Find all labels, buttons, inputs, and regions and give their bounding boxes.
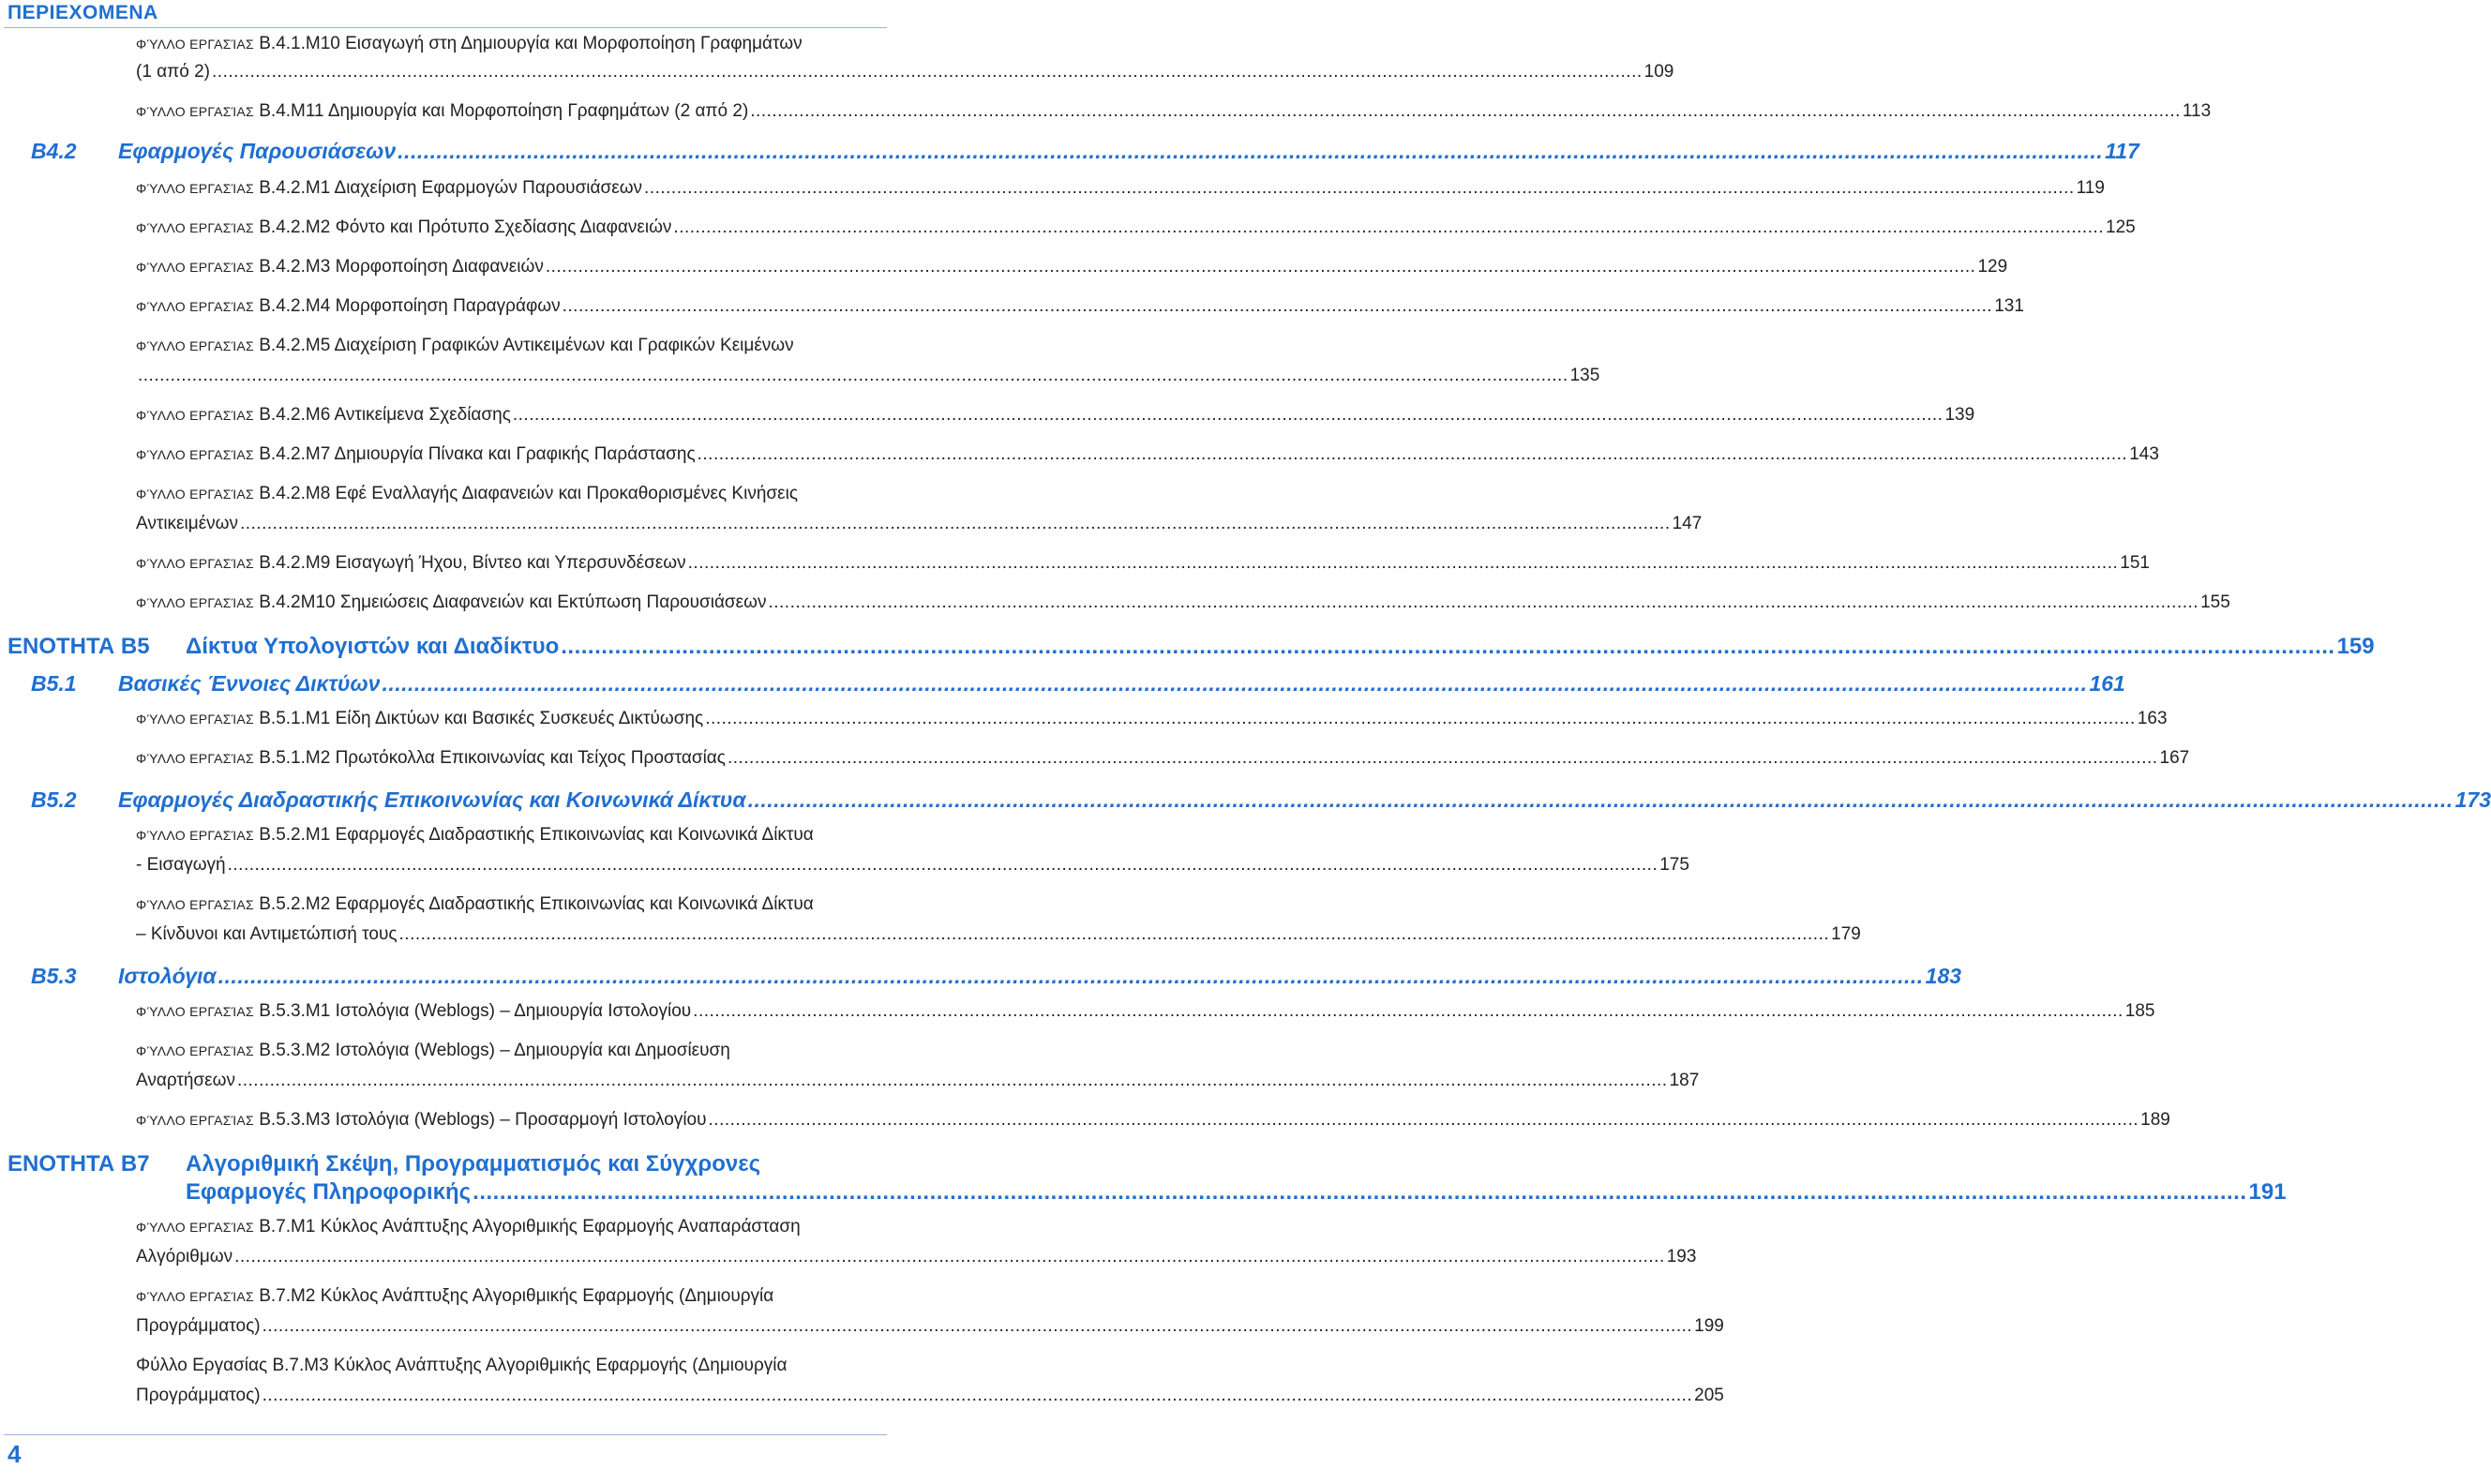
page-ref: 139 — [1944, 405, 1975, 425]
entry-text: Β.5.3.Μ1 Ιστολόγια (Weblogs) – Δημιουργία Ιστολογίου — [259, 1001, 692, 1021]
toc-entry[interactable] — [136, 178, 2105, 199]
entry-text: Β.4.2.Μ1 Διαχείριση Εφαρμογών Παρουσιάσεων — [259, 178, 643, 198]
subsection-title: Εφαρμογές Διαδραστικής Επικοινωνίας και Κοινωνικά Δίκτυα — [118, 787, 746, 812]
subsection-title: Ιστολόγια — [118, 964, 217, 988]
footer-rule — [4, 1434, 887, 1435]
entry-text: Β.5.3.Μ3 Ιστολόγια (Weblogs) – Προσαρμογή Ιστολογίου — [259, 1110, 707, 1130]
entry-text: Β.4.2.Μ7 Δημιουργία Πίνακα και Γραφικής Παράστασης — [259, 444, 696, 464]
sheet-prefix: ΦΎΛΛΟ ΕΡΓΑΣΊΑΣ — [136, 897, 254, 912]
dot-leader — [728, 748, 2158, 769]
dot-leader — [263, 1316, 1693, 1337]
entry-text-cont: (1 από 2) — [136, 62, 211, 82]
unit-code: ΕΝΟΤΗΤΑ Β7 — [8, 1151, 150, 1177]
toc-subsection[interactable] — [31, 964, 1962, 992]
sheet-prefix: ΦΎΛΛΟ ΕΡΓΑΣΊΑΣ — [136, 338, 254, 353]
unit-title: Δίκτυα Υπολογιστών και Διαδίκτυο — [186, 634, 560, 659]
toc-entry[interactable] — [136, 101, 2212, 122]
entry-text: Β.4.2.Μ2 Φόντο και Πρότυπο Σχεδίασης Διαφανειών — [259, 217, 672, 237]
dot-leader — [240, 514, 1671, 534]
unit-title-line1 — [186, 1151, 884, 1177]
page-ref: 151 — [2120, 553, 2150, 573]
entry-text: Β.4.2.Μ4 Μορφοποίηση Παραγράφων — [259, 296, 561, 316]
page-ref: 147 — [1672, 514, 1703, 533]
dot-leader — [218, 964, 1924, 989]
toc-entry[interactable] — [136, 592, 2230, 613]
page-ref: 125 — [2106, 217, 2136, 237]
toc-entry[interactable] — [136, 217, 2136, 238]
sheet-prefix: ΦΎΛΛΟ ΕΡΓΑΣΊΑΣ — [136, 1043, 254, 1058]
dot-leader — [212, 62, 1643, 82]
toc-entry-line[interactable] — [136, 1356, 787, 1376]
toc-entry[interactable] — [136, 1316, 1724, 1337]
page-ref: 193 — [1666, 1247, 1697, 1267]
sheet-prefix: ΦΎΛΛΟ ΕΡΓΑΣΊΑΣ — [136, 220, 254, 235]
dot-leader — [382, 671, 2087, 697]
entry-text: Β.5.1.Μ1 Είδη Δικτύων και Βασικές Συσκευές Δικτύωσης — [259, 709, 704, 728]
entry-text-cont: Προγράμματος) — [136, 1316, 261, 1336]
dot-leader — [228, 855, 1658, 876]
toc-entry[interactable] — [136, 1110, 2170, 1131]
dot-leader — [688, 553, 2119, 574]
dot-leader — [138, 366, 1568, 386]
toc-entry[interactable] — [136, 62, 1674, 82]
entry-text: Β.7.Μ1 Κύκλος Ανάπτυξης Αλγοριθμικής Εφαρμογής Αναπαράσταση — [259, 1217, 801, 1237]
entry-text-cont: Προγράμματος) — [136, 1386, 261, 1405]
toc-entry[interactable] — [136, 1071, 1700, 1091]
toc-entry[interactable] — [136, 553, 2150, 574]
page-ref: 161 — [2089, 671, 2125, 696]
toc-entry[interactable] — [136, 405, 1975, 426]
page-ref: 159 — [2336, 634, 2375, 659]
entry-text: Β.5.3.Μ2 Ιστολόγια (Weblogs) – Δημιουργία και Δημοσίευση — [259, 1041, 730, 1060]
page-ref: 179 — [1831, 924, 1861, 944]
dot-leader — [237, 1071, 1668, 1091]
sheet-prefix: ΦΎΛΛΟ ΕΡΓΑΣΊΑΣ — [136, 487, 254, 502]
toc-entry-line[interactable] — [136, 825, 814, 846]
toc-entry[interactable] — [136, 296, 2024, 317]
dot-leader — [673, 217, 2104, 238]
page-ref: 135 — [1569, 366, 1600, 385]
subsection-title: Βασικές Έννοιες Δικτύων — [118, 671, 381, 696]
entry-text-cont: - Εισαγωγή — [136, 855, 226, 875]
sheet-prefix: ΦΎΛΛΟ ΕΡΓΑΣΊΑΣ — [136, 104, 254, 119]
subsection-code: Β4.2 — [31, 139, 77, 163]
page-ref: 189 — [2140, 1110, 2170, 1130]
page-ref: 183 — [1925, 964, 1962, 988]
dot-leader — [234, 1247, 1665, 1267]
toc-entry[interactable] — [136, 444, 2159, 465]
sheet-prefix: ΦΎΛΛΟ ΕΡΓΑΣΊΑΣ — [136, 1113, 254, 1128]
sheet-prefix: ΦΎΛΛΟ ΕΡΓΑΣΊΑΣ — [136, 595, 254, 610]
sheet-prefix: ΦΎΛΛΟ ΕΡΓΑΣΊΑΣ — [136, 37, 254, 52]
page-ref: 155 — [2200, 592, 2230, 612]
toc-entry[interactable] — [136, 514, 1703, 534]
toc-entry[interactable] — [136, 257, 2008, 277]
entry-text: Β.4.2Μ10 Σημειώσεις Διαφανειών και Εκτύπωση Παρουσιάσεων — [259, 592, 767, 612]
dot-leader — [768, 592, 2198, 613]
dot-leader — [563, 296, 1993, 317]
subsection-title: Εφαρμογές Παρουσιάσεων — [118, 139, 397, 163]
entry-text: Β.4.2.Μ9 Εισαγωγή Ήχου, Βίντεο και Υπερσυνδέσεων — [259, 553, 686, 573]
sheet-prefix: ΦΎΛΛΟ ΕΡΓΑΣΊΑΣ — [136, 1004, 254, 1019]
sheet-prefix: ΦΎΛΛΟ ΕΡΓΑΣΊΑΣ — [136, 299, 254, 314]
page-ref: 185 — [2124, 1001, 2155, 1021]
sheet-prefix: ΦΎΛΛΟ ΕΡΓΑΣΊΑΣ — [136, 260, 254, 275]
toc-entry[interactable] — [136, 855, 1689, 876]
toc-subsection[interactable] — [31, 139, 2139, 167]
page-ref: 205 — [1694, 1386, 1724, 1405]
sheet-prefix: ΦΎΛΛΟ ΕΡΓΑΣΊΑΣ — [136, 1289, 254, 1304]
entry-text: Β.5.2.Μ1 Εφαρμογές Διαδραστικής Επικοινωνίας και Κοινωνικά Δίκτυα — [259, 825, 814, 845]
subsection-code: Β5.2 — [31, 787, 77, 812]
toc-entry[interactable] — [136, 748, 2190, 769]
dot-leader — [748, 787, 2453, 813]
dot-leader — [709, 1110, 2139, 1131]
dot-leader — [398, 139, 2103, 164]
entry-text: Β.4.2.Μ6 Αντικείμενα Σχεδίασης — [259, 405, 511, 425]
header-rule — [4, 27, 887, 28]
toc-entry-line[interactable] — [136, 1286, 773, 1307]
toc-entry-line[interactable] — [136, 894, 814, 915]
subsection-code: Β5.3 — [31, 964, 77, 988]
entry-text: Β.4.2.Μ5 Διαχείριση Γραφικών Αντικειμένων και Γραφικών Κειμένων — [259, 336, 794, 355]
toc-entry-line[interactable] — [136, 336, 794, 356]
sheet-prefix: ΦΎΛΛΟ ΕΡΓΑΣΊΑΣ — [136, 751, 254, 766]
sheet-prefix: ΦΎΛΛΟ ΕΡΓΑΣΊΑΣ — [136, 447, 254, 462]
toc-unit[interactable] — [8, 634, 2375, 660]
toc-entry-line[interactable] — [136, 484, 798, 504]
entry-text-cont: – Κίνδυνοι και Αντιμετώπισή τους — [136, 924, 398, 944]
sheet-prefix: ΦΎΛΛΟ ΕΡΓΑΣΊΑΣ — [136, 556, 254, 571]
toc-entry[interactable] — [136, 1247, 1697, 1267]
entry-text: Β.5.1.Μ2 Πρωτόκολλα Επικοινωνίας και Τείχος Προστασίας — [259, 748, 726, 768]
sheet-prefix: ΦΎΛΛΟ ΕΡΓΑΣΊΑΣ — [136, 828, 254, 843]
page-ref: 117 — [2105, 139, 2139, 163]
entry-text-cont: Αντικειμένων — [136, 514, 238, 533]
sheet-prefix: ΦΎΛΛΟ ΕΡΓΑΣΊΑΣ — [136, 181, 254, 196]
page-ref: 109 — [1643, 62, 1674, 82]
entry-text-cont: Αναρτήσεων — [136, 1071, 235, 1090]
page-number: 4 — [8, 1440, 22, 1468]
entry-text: Β.4.2.Μ3 Μορφοποίηση Διαφανειών — [259, 257, 544, 277]
toc-entry[interactable] — [136, 1001, 2155, 1022]
entry-text: Β.4.2.Μ8 Εφέ Εναλλαγής Διαφανειών και Προκαθορισμένες Κινήσεις — [259, 484, 798, 503]
toc-entry-line[interactable] — [136, 34, 803, 54]
page-ref: 199 — [1694, 1316, 1724, 1336]
sheet-prefix: ΦΎΛΛΟ ΕΡΓΑΣΊΑΣ — [136, 408, 254, 423]
page-ref: 191 — [2248, 1179, 2287, 1205]
toc-entry-line[interactable] — [136, 1217, 801, 1237]
dot-leader — [705, 709, 2136, 729]
page-ref: 129 — [1977, 257, 2008, 277]
toc-entry[interactable] — [136, 924, 1861, 945]
entry-text: Β.4.1.Μ10 Εισαγωγή στη Δημιουργία και Μορφοποίηση Γραφημάτων — [259, 34, 803, 53]
dot-leader — [546, 257, 1976, 277]
page-ref: 187 — [1669, 1071, 1700, 1090]
page-ref: 175 — [1659, 855, 1689, 875]
dot-leader — [698, 444, 2128, 465]
toc-entry[interactable] — [136, 1386, 1724, 1406]
toc-unit-cont[interactable] — [186, 1179, 2287, 1206]
entry-text: Φύλλο Εργασίας Β.7.Μ3 Κύκλος Ανάπτυξης Αλγοριθμικής Εφαρμογής (Δημιουργία — [136, 1356, 788, 1375]
dot-leader — [513, 405, 1943, 426]
unit-title-cont: Εφαρμογές Πληροφορικής — [186, 1179, 472, 1205]
toc-subsection[interactable] — [31, 671, 2125, 699]
unit-code: ΕΝΟΤΗΤΑ Β5 — [8, 634, 150, 659]
page-ref: 113 — [2182, 101, 2212, 121]
page-ref: 163 — [2137, 709, 2168, 728]
sheet-prefix: ΦΎΛΛΟ ΕΡΓΑΣΊΑΣ — [136, 712, 254, 727]
unit-title: Αλγοριθμική Σκέψη, Προγραμματισμός και Σύγχρονες — [186, 1151, 761, 1177]
entry-text: Β.7.Μ2 Κύκλος Ανάπτυξης Αλγοριθμικής Εφαρμογής (Δημιουργία — [259, 1286, 774, 1306]
toc-entry[interactable] — [136, 366, 1600, 386]
dot-leader — [399, 924, 1830, 945]
dot-leader — [473, 1179, 2246, 1206]
dot-leader — [750, 101, 2181, 122]
page-ref: 167 — [2159, 748, 2190, 768]
page-ref: 131 — [1994, 296, 2024, 316]
toc-subsection[interactable] — [31, 787, 2491, 816]
page-ref: 173 — [2454, 787, 2491, 812]
dot-leader — [644, 178, 2075, 199]
subsection-code: Β5.1 — [31, 671, 77, 696]
dot-leader — [693, 1001, 2123, 1022]
entry-text: Β.4.Μ11 Δημιουργία και Μορφοποίηση Γραφημάτων (2 από 2) — [259, 101, 749, 121]
entry-text: Β.5.2.Μ2 Εφαρμογές Διαδραστικής Επικοινωνίας και Κοινωνικά Δίκτυα — [259, 894, 814, 914]
entry-text-cont: Αλγόριθμων — [136, 1247, 233, 1267]
toc-entry-line[interactable] — [136, 1041, 730, 1061]
dot-leader — [263, 1386, 1693, 1406]
page-ref: 143 — [2129, 444, 2159, 464]
sheet-prefix: ΦΎΛΛΟ ΕΡΓΑΣΊΑΣ — [136, 1220, 254, 1235]
toc-entry[interactable] — [136, 709, 2168, 729]
page-header: ΠΕΡΙΕΧΟΜΕΝΑ — [8, 2, 158, 23]
dot-leader — [561, 634, 2334, 660]
page-ref: 119 — [2076, 178, 2105, 198]
